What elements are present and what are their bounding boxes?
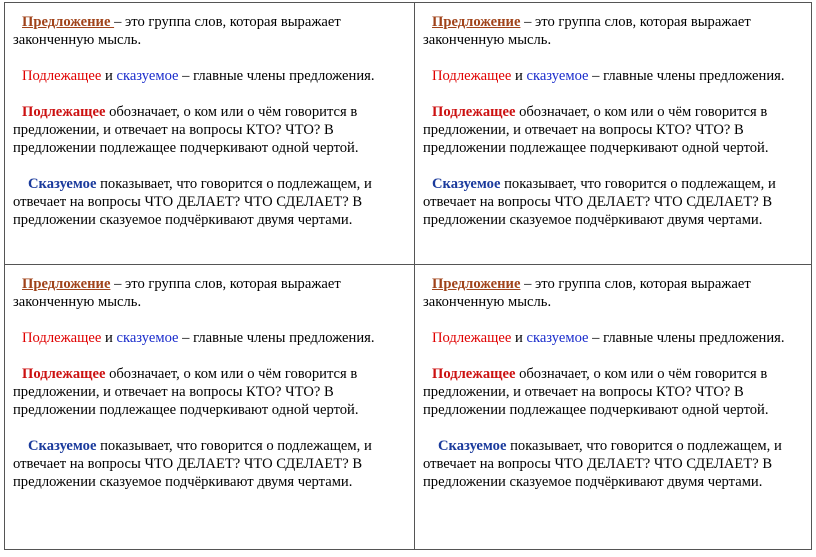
- predicate-paragraph: [423, 175, 803, 229]
- definition-paragraph: [423, 13, 803, 49]
- subject-term: Подлежащее: [432, 104, 516, 120]
- members-text: – главные члены предложения.: [178, 68, 375, 84]
- members-subject: Подлежащее: [22, 330, 102, 346]
- subject-text: обозначает, о ком или о чём говорится в предложении, и отвечает на вопросы КТО? ЧТО? В предложении подлежащее подчеркивают одной чертой.: [423, 366, 769, 418]
- members-predicate: сказуемое: [116, 330, 179, 346]
- definition-text: – это группа слов, которая выражает законченную мысль.: [423, 276, 751, 310]
- members-text: – главные члены предложения.: [178, 330, 375, 346]
- predicate-paragraph: [13, 175, 406, 229]
- members-and: и: [101, 330, 117, 346]
- predicate-text: показывает, что говорится о подлежащем, и отвечает на вопросы ЧТО ДЕЛАЕТ? ЧТО СДЕЛАЕТ? В предложении сказуемое подчёркивают двумя чертами.: [423, 438, 782, 490]
- subject-text: обозначает, о ком или о чём говорится в предложении, и отвечает на вопросы КТО? ЧТО? В предложении подлежащее подчеркивают одной чертой.: [13, 104, 359, 156]
- definition-paragraph: [13, 275, 406, 311]
- members-subject: Подлежащее: [22, 68, 102, 84]
- definition-paragraph: [423, 275, 803, 311]
- predicate-text: показывает, что говорится о подлежащем, и отвечает на вопросы ЧТО ДЕЛАЕТ? ЧТО СДЕЛАЕТ? В предложении сказуемое подчёркивают двумя чертами.: [13, 438, 372, 490]
- predicate-text: показывает, что говорится о подлежащем, и отвечает на вопросы ЧТО ДЕЛАЕТ? ЧТО СДЕЛАЕТ? В предложении сказуемое подчёркивают двумя чертами.: [13, 176, 372, 228]
- subject-text: обозначает, о ком или о чём говорится в предложении, и отвечает на вопросы КТО? ЧТО? В предложении подлежащее подчеркивают одной чертой.: [423, 104, 769, 156]
- predicate-text: показывает, что говорится о подлежащем, и отвечает на вопросы ЧТО ДЕЛАЕТ? ЧТО СДЕЛАЕТ? В предложении сказуемое подчёркивают двумя чертами.: [423, 176, 776, 228]
- predicate-term: Сказуемое: [28, 438, 97, 454]
- definition-text: – это группа слов, которая выражает законченную мысль.: [13, 14, 341, 48]
- members-paragraph: [13, 329, 406, 347]
- members-and: и: [101, 68, 117, 84]
- members-predicate: сказуемое: [526, 330, 589, 346]
- definition-text: – это группа слов, которая выражает законченную мысль.: [13, 276, 341, 310]
- subject-paragraph: [13, 103, 406, 157]
- card-bottom-left: [5, 265, 414, 549]
- table-border-bottom: [4, 549, 812, 550]
- members-predicate: сказуемое: [526, 68, 589, 84]
- members-and: и: [511, 68, 527, 84]
- subject-paragraph: [13, 365, 406, 419]
- subject-paragraph: [423, 365, 803, 419]
- members-subject: Подлежащее: [432, 330, 512, 346]
- predicate-paragraph: [423, 437, 803, 491]
- table-border-right: [811, 2, 812, 550]
- members-text: – главные члены предложения.: [588, 330, 785, 346]
- card-bottom-right: [415, 265, 811, 549]
- predicate-term: Сказуемое: [432, 176, 501, 192]
- members-paragraph: [13, 67, 406, 85]
- members-paragraph: [423, 329, 803, 347]
- definition-term: Предложение: [432, 276, 521, 292]
- members-paragraph: [423, 67, 803, 85]
- card-top-left: [5, 3, 414, 264]
- predicate-term: Сказуемое: [438, 438, 507, 454]
- subject-term: Подлежащее: [22, 104, 106, 120]
- predicate-term: Сказуемое: [28, 176, 97, 192]
- subject-paragraph: [423, 103, 803, 157]
- subject-text: обозначает, о ком или о чём говорится в предложении, и отвечает на вопросы КТО? ЧТО? В предложении подлежащее подчеркивают одной чертой.: [13, 366, 359, 418]
- definition-paragraph: [13, 13, 406, 49]
- subject-term: Подлежащее: [432, 366, 516, 382]
- definition-term: Предложение: [22, 276, 111, 292]
- members-and: и: [511, 330, 527, 346]
- definition-text: – это группа слов, которая выражает законченную мысль.: [423, 14, 751, 48]
- members-subject: Подлежащее: [432, 68, 512, 84]
- members-predicate: сказуемое: [116, 68, 179, 84]
- subject-term: Подлежащее: [22, 366, 106, 382]
- card-table: [4, 2, 812, 550]
- definition-term: Предложение: [22, 14, 115, 30]
- card-top-right: [415, 3, 811, 264]
- members-text: – главные члены предложения.: [588, 68, 785, 84]
- predicate-paragraph: [13, 437, 406, 491]
- definition-term: Предложение: [432, 14, 521, 30]
